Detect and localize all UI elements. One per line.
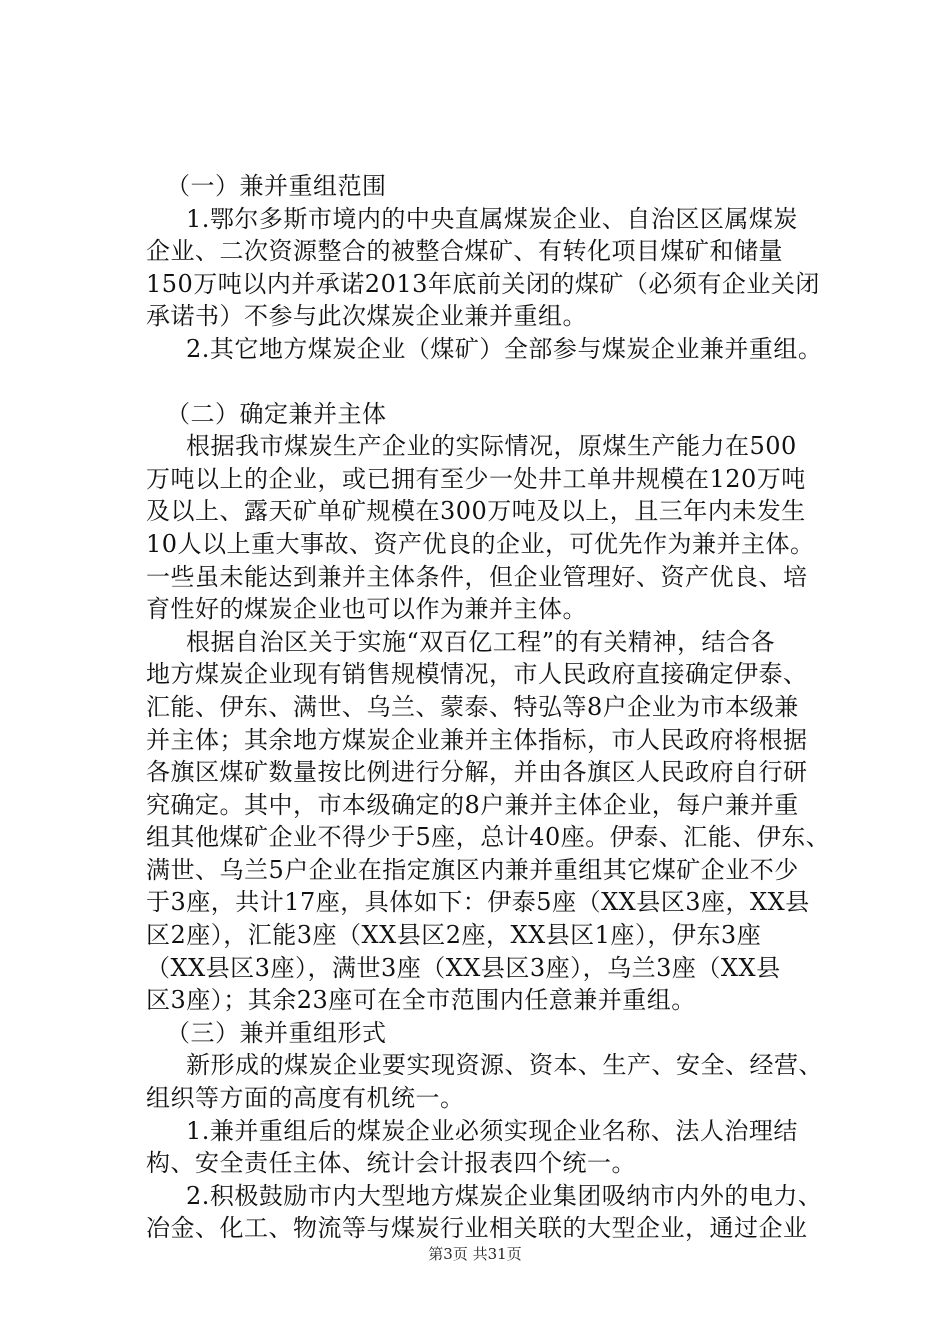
paragraph-gap bbox=[146, 366, 856, 398]
section-heading-scope: （一）兼并重组范围 bbox=[166, 172, 387, 200]
text-line: 并主体；其余地方煤炭企业兼并主体指标，市人民政府将根据 bbox=[146, 725, 808, 754]
text-line: 组织等方面的高度有机统一。 bbox=[146, 1084, 465, 1113]
text-line: 根据我市煤炭生产企业的实际情况，原煤生产能力在500 bbox=[186, 432, 797, 461]
text-line: 150万吨以内并承诺2013年底前关闭的煤矿（必须有企业关闭 bbox=[146, 269, 820, 298]
text-line: 区2座），汇能3座（XX县区2座，XX县区1座），伊东3座 bbox=[146, 921, 762, 950]
text-line: 各旗区煤矿数量按比例进行分解，并由各旗区人民政府自行研 bbox=[146, 758, 808, 787]
text-line: 根据自治区关于实施“双百亿工程”的有关精神，结合各 bbox=[186, 627, 776, 656]
document-body bbox=[146, 170, 856, 1245]
text-line: 万吨以上的企业，或已拥有至少一处井工单井规模在120万吨 bbox=[146, 464, 806, 493]
text-line: 1.鄂尔多斯市境内的中央直属煤炭企业、自治区区属煤炭 bbox=[186, 204, 798, 233]
text-line: 究确定。其中，市本级确定的8户兼并主体企业，每户兼并重 bbox=[146, 790, 799, 819]
text-line: 汇能、伊东、满世、乌兰、蒙泰、特弘等8户企业为市本级兼 bbox=[146, 692, 799, 721]
text-line: 2.积极鼓励市内大型地方煤炭企业集团吸纳市内外的电力、 bbox=[186, 1181, 823, 1210]
text-line: 及以上、露天矿单矿规模在300万吨及以上，且三年内未发生 bbox=[146, 497, 806, 526]
text-line: 冶金、化工、物流等与煤炭行业相关联的大型企业，通过企业 bbox=[146, 1214, 808, 1243]
text-line: 构、安全责任主体、统计会计报表四个统一。 bbox=[146, 1149, 636, 1178]
text-line: 地方煤炭企业现有销售规模情况，市人民政府直接确定伊泰、 bbox=[146, 660, 808, 689]
text-line: 区3座）；其余23座可在全市范围内任意兼并重组。 bbox=[146, 986, 696, 1015]
text-line: 企业、二次资源整合的被整合煤矿、有转化项目煤矿和储量 bbox=[146, 237, 783, 266]
section-heading-form: （三）兼并重组形式 bbox=[166, 1018, 387, 1047]
text-line: 组其他煤矿企业不得少于5座，总计40座。伊泰、汇能、伊东、 bbox=[146, 823, 831, 852]
text-line: 10人以上重大事故、资产优良的企业，可优先作为兼并主体。 bbox=[146, 529, 815, 558]
section-heading-subject: （二）确定兼并主体 bbox=[166, 399, 387, 428]
text-line: 2.其它地方煤炭企业（煤矿）全部参与煤炭企业兼并重组。 bbox=[186, 334, 823, 363]
text-line: 于3座，共计17座，具体如下：伊泰5座（XX县区3座，XX县 bbox=[146, 888, 810, 917]
text-line: 一些虽未能达到兼并主体条件，但企业管理好、资产优良、培 bbox=[146, 562, 808, 591]
text-line: 1.兼并重组后的煤炭企业必须实现企业名称、法人治理结 bbox=[186, 1116, 798, 1145]
text-line: 新形成的煤炭企业要实现资源、资本、生产、安全、经营、 bbox=[186, 1051, 823, 1080]
text-line: （XX县区3座），满世3座（XX县区3座），乌兰3座（XX县 bbox=[146, 953, 781, 982]
text-line: 承诺书）不参与此次煤炭企业兼并重组。 bbox=[146, 302, 587, 331]
text-line: 育性好的煤炭企业也可以作为兼并主体。 bbox=[146, 595, 587, 624]
text-line: 满世、乌兰5户企业在指定旗区内兼并重组其它煤矿企业不少 bbox=[146, 855, 799, 884]
page-number-footer: 第3页 共31页 bbox=[428, 1245, 522, 1263]
